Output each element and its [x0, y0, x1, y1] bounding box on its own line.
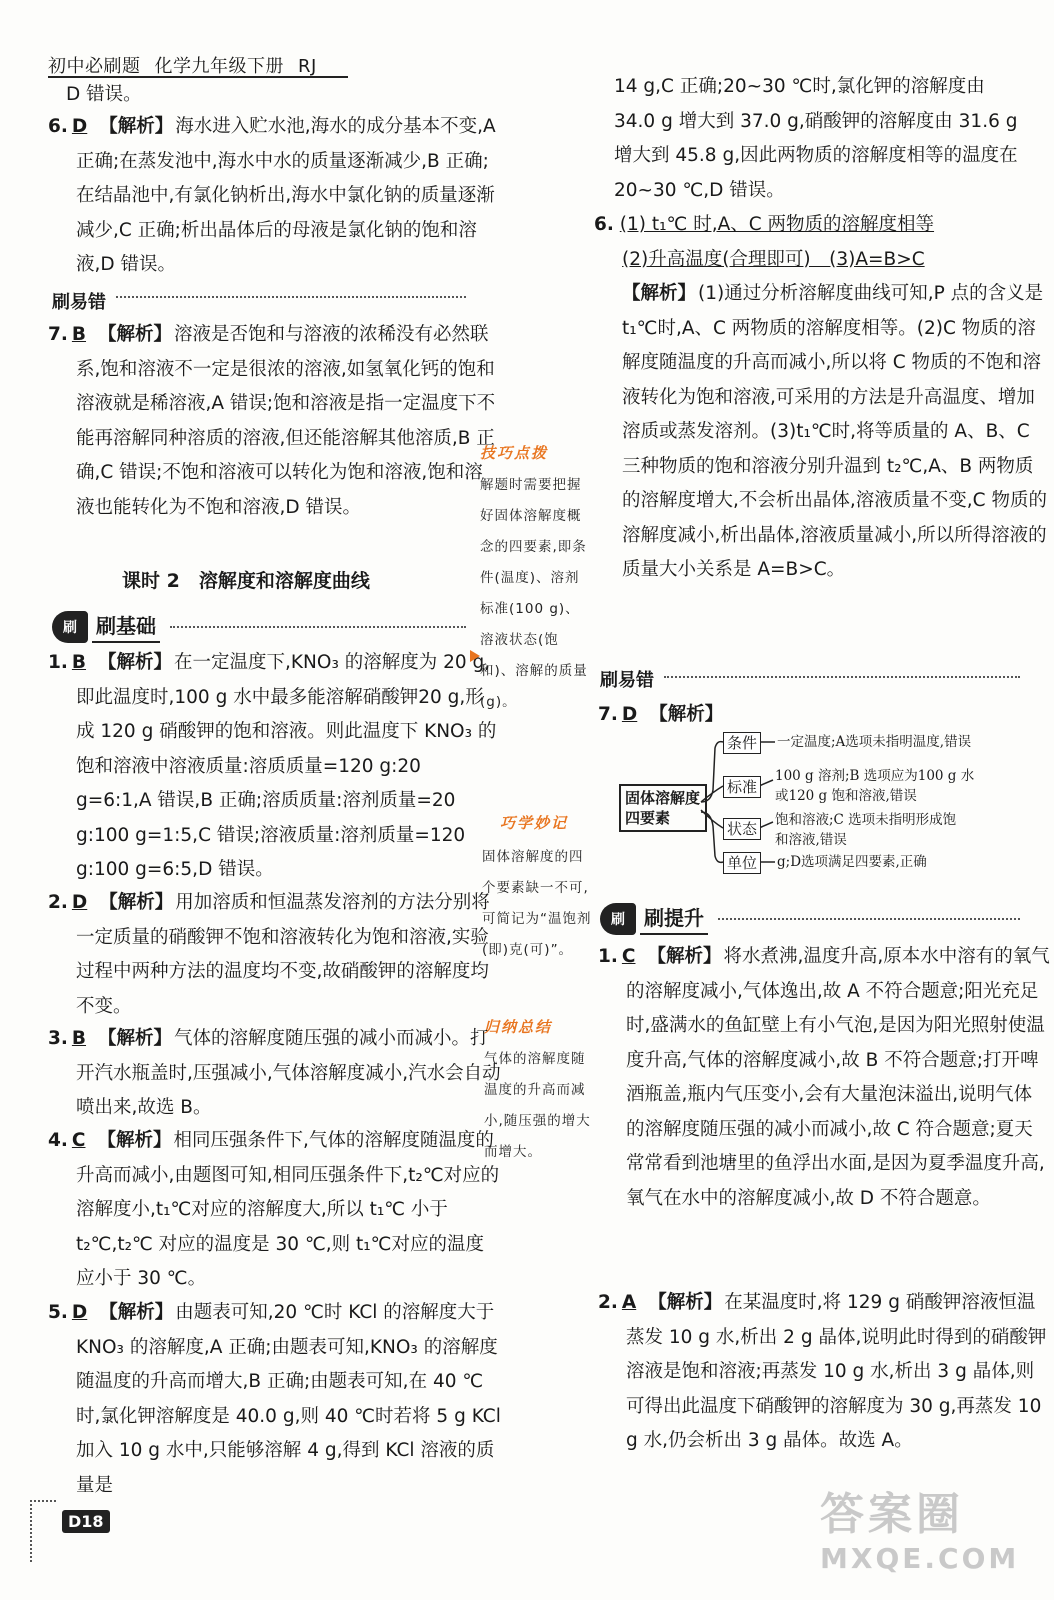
lesson-title: 课时 2 溶解度和溶解度曲线 [122, 570, 370, 592]
tip2-title: 巧学妙记 [500, 814, 569, 832]
mindmap-desc-condition: 一定温度;A选项未指明温度,错误 [777, 734, 972, 750]
basic-dots [170, 626, 466, 628]
page-number: D18 [62, 1510, 110, 1533]
right-q2: 2. A 【解析】 在某温度时,将 129 g 硝酸钾溶液恒温蒸发 10 g 水,析出 2 g 晶体,说明此时得到的硝酸钾溶液是饱和溶液;再蒸发 10 g 水,析出 3 g 晶体,则可得出此温度下硝酸钾的溶解度为 30 g,再蒸发 10 g 水,仍会析出 3 g 晶体。故选 A。 [598, 1292, 1047, 1451]
book-title: 初中必刷题 [48, 56, 141, 77]
mindmap-node-state: 状态 [723, 818, 761, 840]
mindmap-desc-state-1: 饱和溶液;C 选项未指明形成饱 [775, 812, 957, 828]
mindmap-desc-state-2: 和溶液,错误 [775, 832, 847, 848]
tip1-title: 技巧点拨 [480, 444, 549, 462]
solubility-mindmap [615, 730, 1025, 880]
advance-dots [718, 918, 1020, 920]
left-q5: 5. D 【解析】 由题表可知,20 ℃时 KCl 的溶解度大于 KNO₃ 的溶解度,A 正确;由题表可知,KNO₃ 的溶解度随温度的升高而增大,B 正确;由题表可知,在 40 ℃时,氯化钾溶解度是 40.0 g,则 40 ℃时若将 5 g KCl 加入 10 g 水中,只能够溶解 4 g,得到 KCl 溶液的质量是 [48, 1302, 501, 1496]
left-continuation: D 错误。 [66, 84, 142, 105]
right-q1: 1. C 【解析】 将水煮沸,温度升高,原本水中溶有的氧气的溶解度减小,气体逸出,故 A 不符合题意;阳光充足时,盛满水的鱼缸壁上有小气泡,是因为阳光照射使温度升高,气体的溶解度减小,故 B 不符合题意;打开啤酒瓶盖,瓶内气压变小,会有大量泡沫溢出,说明气体的溶解度随压强的减小而减小,故 C 符合题意;夏天常常看到池塘里的鱼浮出水面,是因为夏季温度升高,氧气在水中的溶解度减小,故 D 不符合题意。 [598, 946, 1050, 1209]
right-q7: 7. D 【解析】 [598, 704, 724, 725]
subject-title: 化学九年级下册 [154, 56, 284, 77]
badge-icon: 刷 [52, 611, 88, 643]
basic-badge [52, 610, 160, 644]
tip2-body: 固体溶解度的四个要素缺一不可,可简记为“温饱剂(即)克(可)”。 [482, 849, 592, 958]
page-corner-dots [30, 1500, 56, 1562]
right-q6: 6. (1) t₁℃ 时,A、C 两物质的溶解度相等 (2)升高温度(合理即可) (3)A=B>C 【解析】 (1)通过分析溶解度曲线可知,P 点的含义是 t₁℃时,A、C 两物质的溶解度相等。(2)C 物质的溶解度随温度的升高而减小,所以将 C 物质的不饱和溶液转化为饱和溶液,可采用的方法是升高温度、增加溶质或蒸发溶剂。(3)t₁℃时,将等质量的 A、B、C 三种物质的饱和溶液分别升温到 t₂℃,A、B 两物质的溶解度增大,不会析出晶体,溶液质量不变,C 物质的溶解度减小,析出晶体,溶液质量减小,所以所得溶液的质量大小关系是 A=B>C。 [594, 214, 1047, 580]
left-q1: 1. B 【解析】 在一定温度下,KNO₃ 的溶解度为 20 g,即此温度时,100 g 水中最多能溶解硝酸钾20 g,形成 120 g 硝酸钾的饱和溶液。则此温度下 KNO₃ 的饱和溶液中溶液质量:溶质质量=120 g:20 g=6:1,A 错误,B 正确;溶质质量:溶剂质量=20 g:100 g=1:5,C 错误;溶液质量:溶剂质量=120 g:100 g=6:5,D 错误。 [48, 652, 497, 880]
left-q7: 7. B 【解析】 溶液是否饱和与溶液的浓稀没有必然联系,饱和溶液不一定是很浓的溶液,如氢氧化钙的饱和溶液就是稀溶液,A 错误;饱和溶液是指一定温度下不能再溶解同种溶质的溶液,但还能溶解其他溶质,B 正确,C 错误;不饱和溶液可以转化为饱和溶液,饱和溶液也能转化为不饱和溶液,D 错误。 [48, 324, 496, 518]
watermark-line2: MXQE.COM [820, 1542, 1020, 1575]
tip1-body: 解题时需要把握好固体溶解度概念的四要素,即条件(温度)、溶剂标准(100 g)、溶液状态(饱和)、溶解的质量(g)。 [480, 477, 588, 710]
right-err-title: 刷易错 [600, 670, 654, 691]
tip3-title: 归纳总结 [484, 1018, 553, 1036]
advance-badge [600, 902, 708, 936]
page-header [48, 52, 317, 78]
arrow-marker-icon [470, 650, 480, 662]
watermark [820, 1488, 1030, 1588]
mindmap-node-condition: 条件 [723, 732, 761, 754]
tip3-body: 气体的溶解度随温度的升高而减小,随压强的增大而增大。 [484, 1051, 591, 1160]
left-err-dots [116, 296, 466, 298]
left-q6: 6. D 【解析】 海水进入贮水池,海水的成分基本不变,A 正确;在蒸发池中,海水中水的质量逐渐减少,B 正确;在结晶池中,有氯化钠析出,海水中氯化钠的质量逐渐减少,C 正确;析出晶体后的母液是氯化钠的饱和溶液,D 错误。 [48, 116, 496, 275]
mindmap-node-unit: 单位 [723, 852, 761, 874]
basic-title: 刷基础 [92, 611, 160, 643]
right-err-dots [664, 676, 1020, 678]
advance-title: 刷提升 [640, 903, 708, 935]
right-continuation: 14 g,C 正确;20~30 ℃时,氯化钾的溶解度由 34.0 g 增大到 37.0 g,硝酸钾的溶解度由 31.6 g 增大到 45.8 g,因此两物质的溶解度相等的温度在 20~30 ℃,D 错误。 [614, 76, 1018, 201]
mindmap-desc-standard-2: 或120 g 饱和溶液,错误 [775, 788, 917, 804]
mindmap-root: 固体溶解度四要素 [619, 784, 707, 832]
badge-icon: 刷 [600, 903, 636, 935]
mindmap-desc-unit: g;D选项满足四要素,正确 [777, 854, 927, 870]
left-err-title: 刷易错 [52, 292, 106, 313]
mindmap-node-standard: 标准 [723, 776, 761, 798]
left-q4: 4. C 【解析】 相同压强条件下,气体的溶解度随温度的升高而减小,由题图可知,相同压强条件下,t₂℃对应的溶解度小,t₁℃对应的溶解度大,所以 t₁℃ 小于 t₂℃,t₂℃ 对应的温度是 30 ℃,则 t₁℃对应的温度应小于 30 ℃。 [48, 1130, 500, 1289]
mindmap-desc-standard-1: 100 g 溶剂;B 选项应为100 g 水 [775, 768, 975, 784]
left-q3: 3. B 【解析】 气体的溶解度随压强的减小而减小。打开汽水瓶盖时,压强减小,气体溶解度减小,汽水会自动喷出来,故选 B。 [48, 1028, 501, 1118]
watermark-line1: 答案圈 [820, 1489, 964, 1540]
left-q2: 2. D 【解析】 用加溶质和恒温蒸发溶剂的方法分别将一定质量的硝酸钾不饱和溶液转化为饱和溶液,实验过程中两种方法的温度均不变,故硝酸钾的溶解度均不变。 [48, 892, 490, 1017]
edition-label: RJ [298, 56, 317, 77]
